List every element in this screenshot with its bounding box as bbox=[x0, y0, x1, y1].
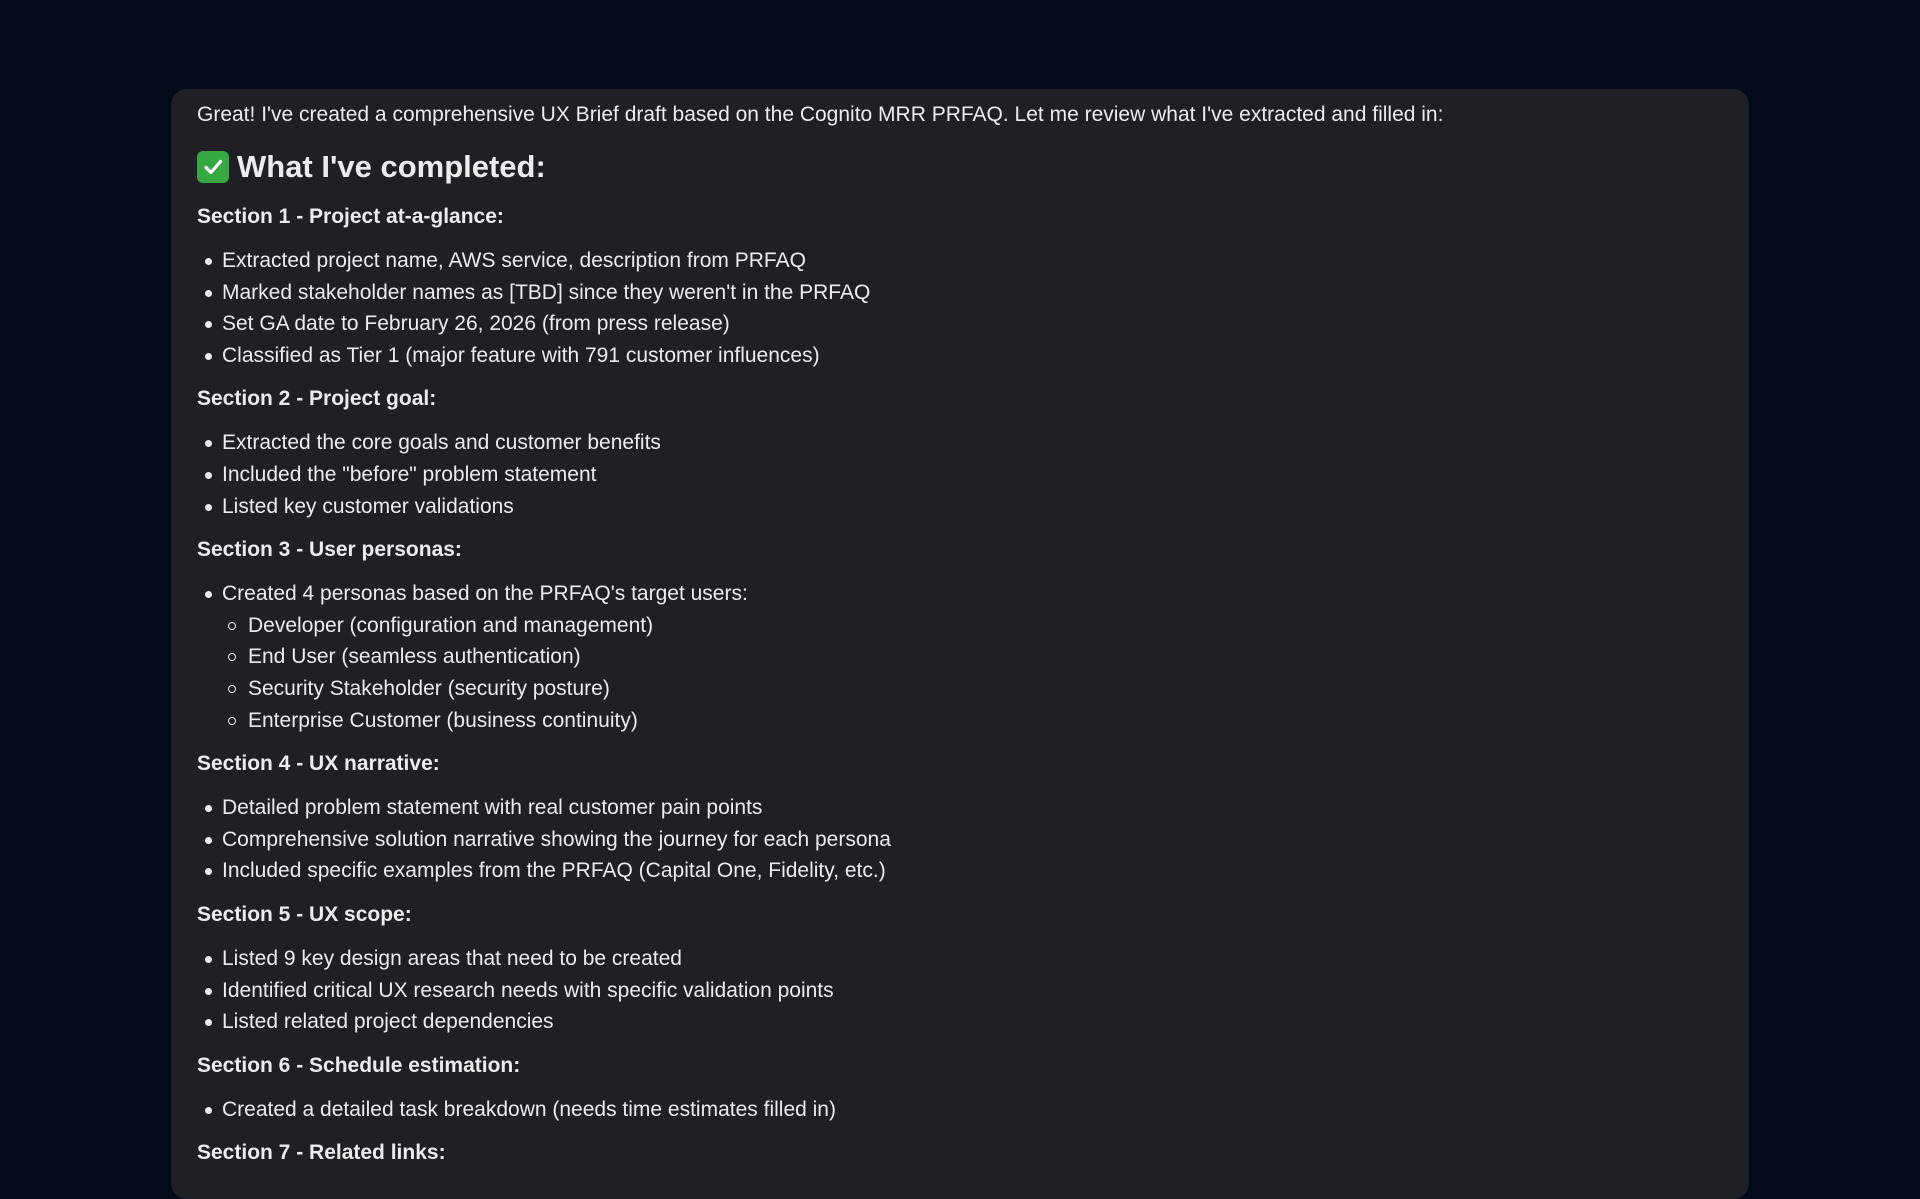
assistant-message-card bbox=[171, 89, 1749, 1199]
list-item bbox=[197, 975, 1723, 1007]
list-item bbox=[197, 340, 1723, 372]
list-item bbox=[197, 308, 1723, 340]
list-item bbox=[197, 855, 1723, 887]
list-item-text: Created a detailed task breakdown (needs time estimates filled in) bbox=[222, 1097, 836, 1121]
list-item-text: Comprehensive solution narrative showing the journey for each persona bbox=[222, 827, 891, 851]
list-item bbox=[197, 491, 1723, 523]
completed-heading bbox=[197, 147, 1723, 187]
section-title: Section 1 - Project at-a-glance: bbox=[197, 205, 504, 228]
section-title: Section 4 - UX narrative: bbox=[197, 752, 440, 776]
list-item-text: Included specific examples from the PRFAQ (Capital One, Fidelity, etc.) bbox=[222, 859, 886, 883]
section-title: Section 3 - User personas: bbox=[197, 538, 462, 562]
section-bullet-list bbox=[197, 943, 1723, 1038]
list-item bbox=[197, 459, 1723, 491]
list-item-text: Listed 9 key design areas that need to be created bbox=[222, 946, 682, 970]
list-item bbox=[197, 245, 1723, 277]
sub-list-item: End User (seamless authentication) bbox=[222, 641, 1723, 673]
sub-list-item: Enterprise Customer (business continuity) bbox=[222, 705, 1723, 737]
section-title: Section 6 - Schedule estimation: bbox=[197, 1053, 521, 1077]
list-item-text: Listed key customer validations bbox=[222, 494, 514, 518]
section-title: Section 7 - Related links: bbox=[197, 1141, 446, 1165]
list-item-text: Classified as Tier 1 (major feature with 791 customer influences) bbox=[222, 343, 820, 367]
list-item bbox=[197, 277, 1723, 309]
section-bullet-list bbox=[197, 792, 1723, 887]
list-item-text: Extracted the core goals and customer benefits bbox=[222, 431, 661, 455]
list-item-text: Marked stakeholder names as [TBD] since they weren't in the PRFAQ bbox=[222, 280, 871, 304]
list-item-text: Listed related project dependencies bbox=[222, 1010, 554, 1034]
list-item-text: Set GA date to February 26, 2026 (from press release) bbox=[222, 312, 730, 336]
message-intro: Great! I've created a comprehensive UX Brief draft based on the Cognito MRR PRFAQ. Let me review what I've extracted and filled in: bbox=[197, 103, 1444, 126]
sub-list-item: Security Stakeholder (security posture) bbox=[222, 673, 1723, 705]
list-item bbox=[197, 792, 1723, 824]
sub-list-item: Developer (configuration and management) bbox=[222, 610, 1723, 642]
section-title: Section 2 - Project goal: bbox=[197, 387, 437, 411]
section-bullet-list bbox=[197, 427, 1723, 522]
list-item-text: Extracted project name, AWS service, description from PRFAQ bbox=[222, 249, 806, 272]
section-bullet-list bbox=[197, 245, 1723, 371]
check-mark-button-icon bbox=[197, 151, 229, 183]
section-title: Section 5 - UX scope: bbox=[197, 902, 412, 926]
list-item bbox=[197, 1094, 1723, 1126]
list-item bbox=[197, 427, 1723, 459]
completed-heading-text: What I've completed: bbox=[237, 149, 546, 184]
section-bullet-list bbox=[197, 578, 1723, 736]
list-item-text: Identified critical UX research needs with specific validation points bbox=[222, 978, 834, 1002]
list-item bbox=[197, 824, 1723, 856]
list-item-text: Included the "before" problem statement bbox=[222, 462, 597, 486]
sub-bullet-list bbox=[222, 610, 1723, 736]
list-item-text: Created 4 personas based on the PRFAQ's target users: bbox=[222, 582, 748, 606]
sections-list bbox=[197, 201, 1723, 1169]
list-item-text: Detailed problem statement with real customer pain points bbox=[222, 796, 763, 820]
list-item bbox=[197, 943, 1723, 975]
list-item bbox=[197, 1006, 1723, 1038]
section-bullet-list bbox=[197, 1094, 1723, 1126]
list-item bbox=[197, 578, 1723, 736]
